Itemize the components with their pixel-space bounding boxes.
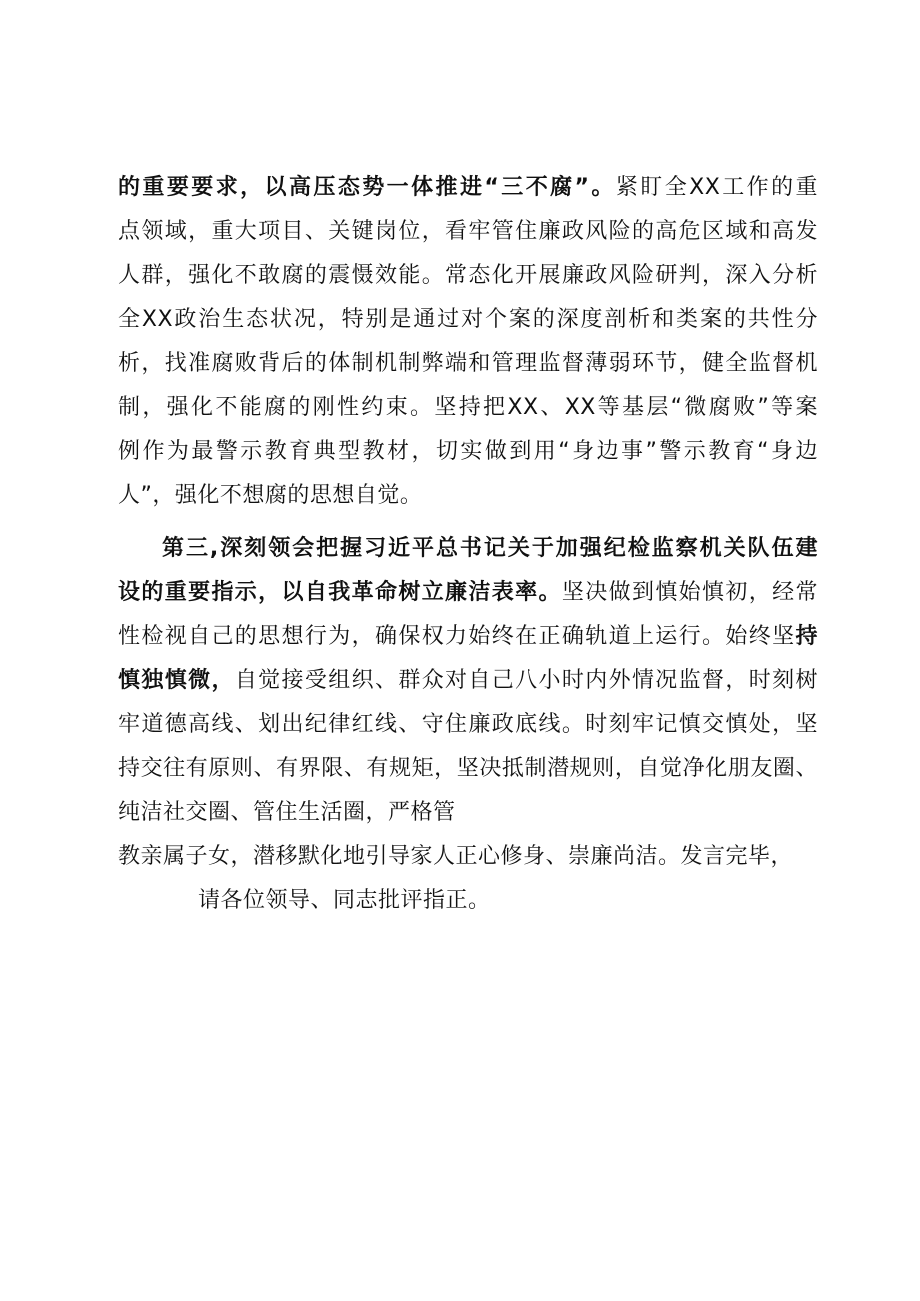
paragraph2-line4-text: 自觉接受组织、群众对自己八小时内外情况监督，时刻树 bbox=[234, 668, 818, 693]
paragraph2-line6: 持交往有原则、有界限、有规矩，坚决抵制潜规则，自觉净化朋友圈、 bbox=[118, 756, 818, 781]
paragraph2-line1: 第三,深刻领会把握习近平总书记关于加强纪检监察机关队伍建 bbox=[162, 536, 818, 561]
paragraph2-line5: 牢道德高线、划出纪律红线、守住廉政底线。时刻牢记慎交慎处，坚 bbox=[118, 712, 818, 737]
paragraph1-line1-text: 紧盯全XX工作的重 bbox=[615, 175, 818, 200]
paragraph1-line3: 人群，强化不敢腐的震慑效能。常态化开展廉政风险研判，深入分析 bbox=[118, 263, 818, 288]
paragraph1-line7: 例作为最警示教育典型教材，切实做到用“身边事”警示教育“身边 bbox=[118, 439, 818, 464]
closing-line: 请各位领导、同志批评指正。 bbox=[198, 888, 491, 913]
paragraph1-line8: 人”，强化不想腐的思想自觉。 bbox=[118, 483, 423, 508]
paragraph1-line1 bbox=[118, 170, 818, 206]
paragraph2-line2 bbox=[118, 575, 818, 611]
paragraph2-bold-text: 设的重要指示，以自我革命树立廉洁表率。 bbox=[118, 580, 562, 605]
paragraph2-line4-bold: 慎独慎微， bbox=[118, 668, 235, 693]
paragraph1-bold-text: 的重要要求，以高压态势一体推进“三不腐”。 bbox=[118, 175, 616, 200]
paragraph2-line7: 纯洁社交圈、管住生活圈，严格管 bbox=[118, 800, 456, 825]
paragraph1-line4: 全XX政治生态状况，特别是通过对个案的深度剖析和类案的共性分 bbox=[118, 307, 818, 332]
paragraph2-line3-bold: 持 bbox=[795, 624, 818, 649]
paragraph2-line8: 教亲属子女，潜移默化地引导家人正心修身、崇廉尚洁。发言完毕， bbox=[118, 844, 794, 869]
paragraph2-line2-text: 坚决做到慎始慎初，经常 bbox=[561, 580, 818, 605]
paragraph2-line3-text: 性检视自己的思想行为，确保权力始终在正确轨道上运行。始终坚 bbox=[118, 624, 796, 649]
paragraph1-line5: 析，找准腐败背后的体制机制弊端和管理监督薄弱环节，健全监督机 bbox=[118, 351, 818, 376]
paragraph1-line6: 制，强化不能腐的刚性约束。坚持把XX、XX等基层“微腐败”等案 bbox=[118, 395, 818, 420]
paragraph2-line3 bbox=[118, 619, 818, 655]
paragraph2-line4 bbox=[118, 663, 818, 699]
paragraph1-line2: 点领域，重大项目、关键岗位，看牢管住廉政风险的高危区域和高发 bbox=[118, 219, 818, 244]
